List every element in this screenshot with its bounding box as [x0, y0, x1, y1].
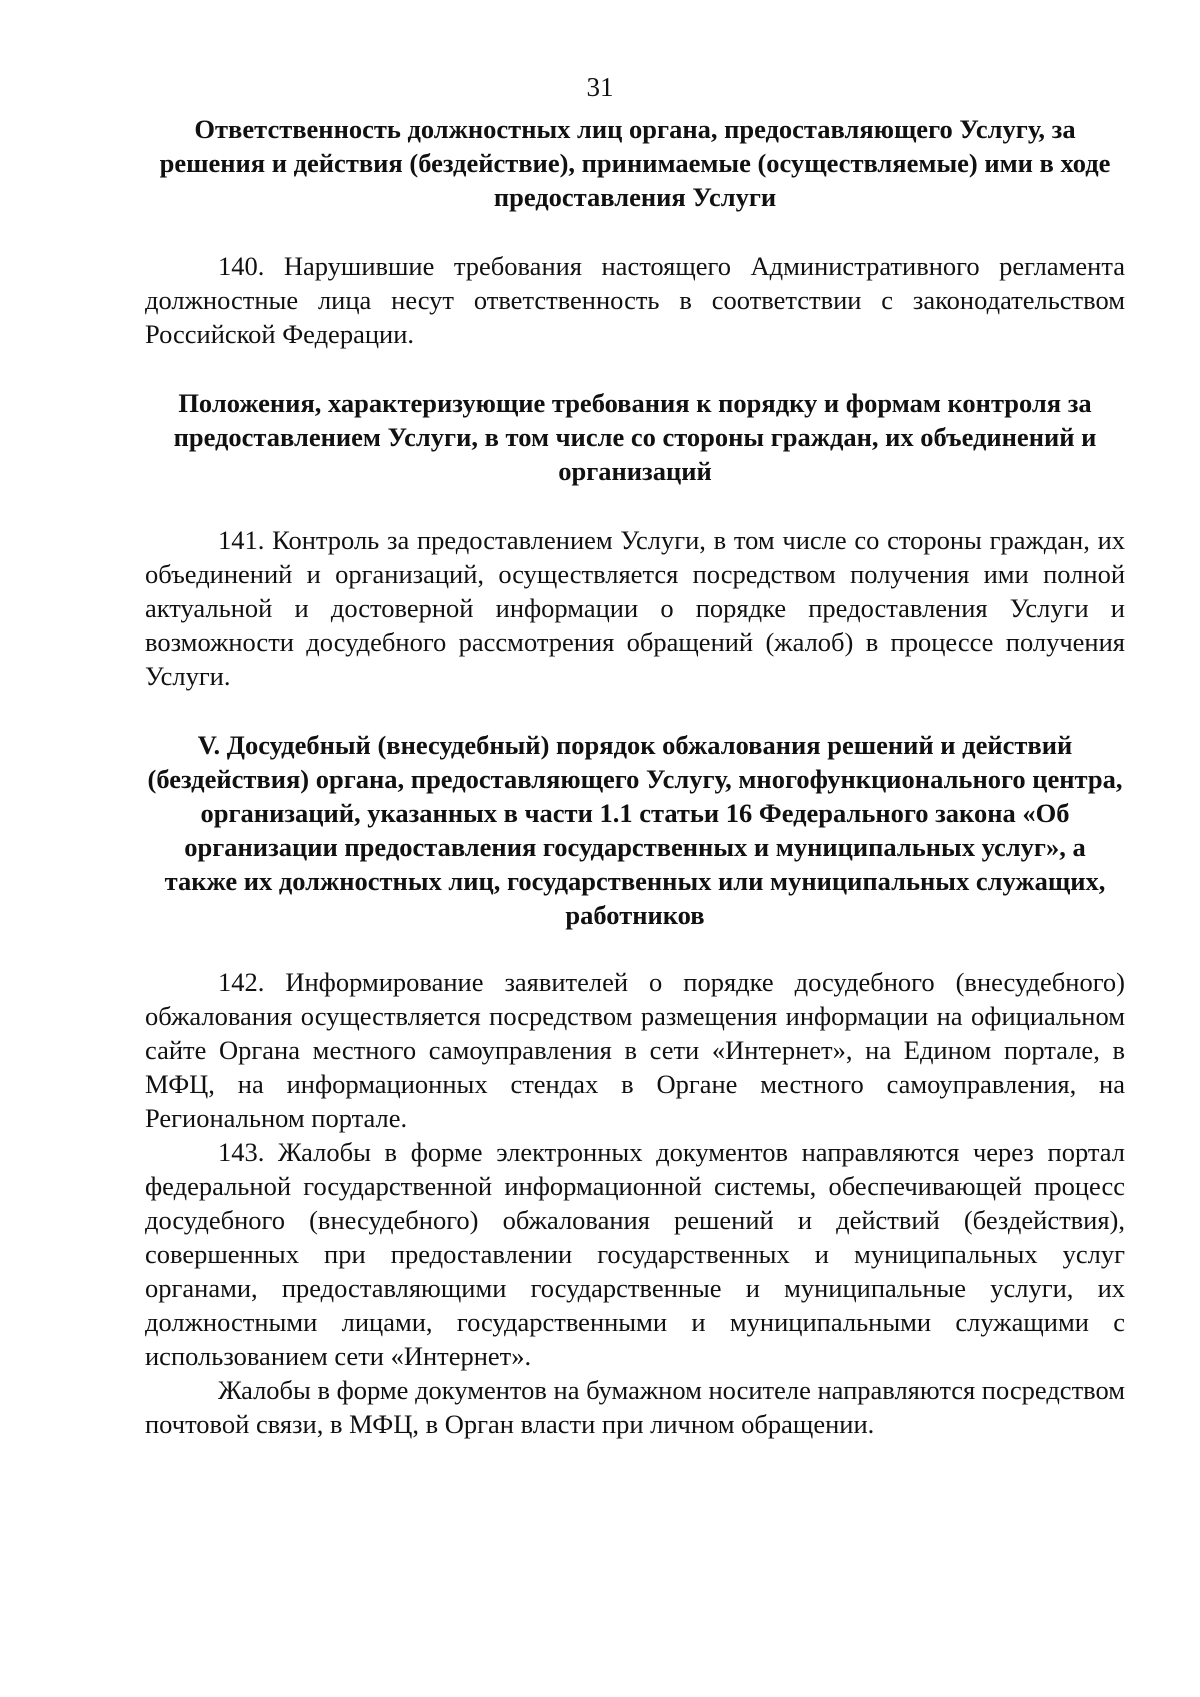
page-content [145, 112, 1125, 1441]
section-heading-control: Положения, характеризующие требования к порядку и формам контроля за предоставлением Услуги, в том числе со стороны граждан, их объединений и организаций [173, 388, 1097, 486]
paragraph-142: 142. Информирование заявителей о порядке досудебного (внесудебного) обжалования осуществляется посредством размещения информации на официальном сайте Органа местного самоуправления в сети «Интернет», на Едином портале, в МФЦ, на информационных стендах в Органе местного самоуправления, на Региональном портале. [145, 967, 1125, 1133]
paragraph-140: 140. Нарушившие требования настоящего Административного регламента должностные лица несут ответственность в соответствии с законодательством Российской Федерации. [145, 251, 1125, 349]
paragraph-143: 143. Жалобы в форме электронных документов направляются через портал федеральной государственной информационной системы, обеспечивающей процесс досудебного (внесудебного) обжалования решений и действий (бездействия), совершенных при предоставлении государственных и муниципальных услуг органами, предоставляющими государственные и муниципальные услуги, их должностными лицами, государственными и муниципальными служащими с использованием сети «Интернет». [145, 1137, 1125, 1371]
section-heading-appeal: V. Досудебный (внесудебный) порядок обжалования решений и действий (бездействия) органа, предоставляющего Услугу, многофункционального центра, организаций, указанных в части 1.1 статьи 16 Федерального закона «Об организации предоставления государственных и муниципальных услуг», а также их должностных лиц, государственных или муниципальных служащих, работников [147, 730, 1123, 930]
page-number: 31 [586, 72, 614, 102]
paragraph-143-continued: Жалобы в форме документов на бумажном носителе направляются посредством почтовой связи, в МФЦ, в Орган власти при личном обращении. [145, 1375, 1125, 1439]
section-heading-responsibility: Ответственность должностных лиц органа, предоставляющего Услугу, за решения и действия (бездействие), принимаемые (осуществляемые) ими в ходе предоставления Услуги [159, 114, 1111, 212]
paragraph-141: 141. Контроль за предоставлением Услуги, в том числе со стороны граждан, их объединений и организаций, осуществляется посредством получения ими полной актуальной и достоверной информации о порядке предоставления Услуги и возможности досудебного рассмотрения обращений (жалоб) в процессе получения Услуги. [145, 525, 1125, 691]
